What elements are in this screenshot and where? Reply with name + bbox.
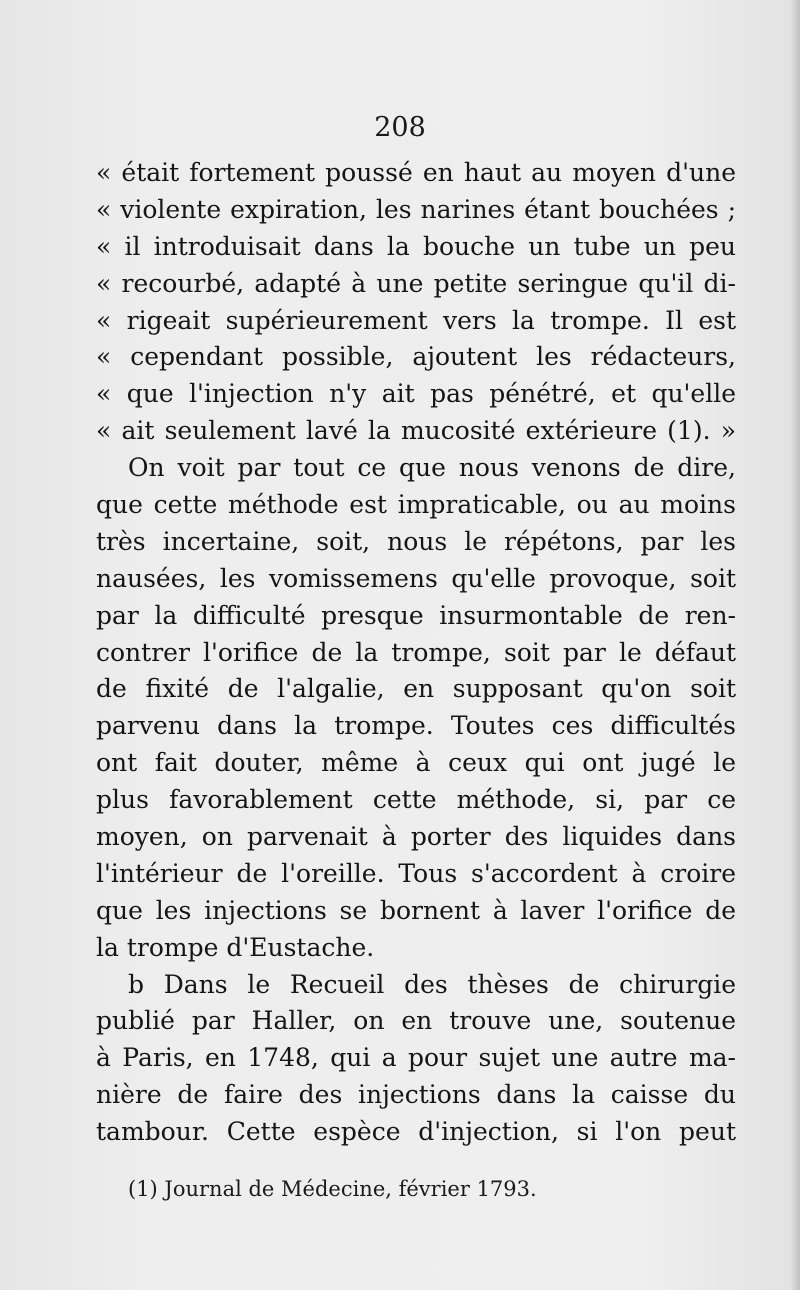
text-line: moyen, on parvenait à porter des liquides dans <box>96 822 736 852</box>
text-line: parvenu dans la trompe. Toutes ces difficultés <box>96 711 736 741</box>
text-line: « cependant possible, ajoutent les rédacteurs, <box>96 342 736 372</box>
text-line: « recourbé, adapté à une petite seringue qu'il di- <box>96 268 736 298</box>
text-line: de fixité de l'algalie, en supposant qu'on soit <box>96 674 736 704</box>
paragraph-first-line: b Dans le Recueil des thèses de chirurgie <box>128 969 736 999</box>
text-line: publié par Haller, on en trouve une, soutenue <box>96 1006 736 1036</box>
text-line: « que l'injection n'y ait pas pénétré, et qu'elle <box>96 379 736 409</box>
text-line: tambour. Cette espèce d'injection, si l'on peut <box>96 1117 736 1147</box>
text-line: très incertaine, soit, nous le répétons, par les <box>96 526 736 556</box>
text-line: que cette méthode est impraticable, ou au moins <box>96 490 736 520</box>
text-line: nière de faire des injections dans la caisse du <box>96 1080 736 1110</box>
text-line: « violente expiration, les narines étant bouchées ; <box>96 194 736 224</box>
text-line: à Paris, en 1748, qui a pour sujet une autre ma- <box>96 1043 736 1073</box>
paragraph-first-line: On voit par tout ce que nous venons de dire, <box>128 453 736 483</box>
text-line: plus favorablement cette méthode, si, par ce <box>96 785 736 815</box>
text-line: la trompe d'Eustache. <box>96 932 375 962</box>
text-line: ont fait douter, même à ceux qui ont jugé le <box>96 748 736 778</box>
page-edge-shadow <box>790 0 800 1290</box>
text-line: « il introduisait dans la bouche un tube un peu <box>96 231 736 261</box>
text-line: nausées, les vomissemens qu'elle provoque, soit <box>96 563 736 593</box>
page-number: 208 <box>374 112 426 143</box>
text-line: « rigeait supérieurement vers la trompe. Il est <box>96 305 736 335</box>
text-line: « était fortement poussé en haut au moyen d'une <box>96 158 736 187</box>
text-line: l'intérieur de l'oreille. Tous s'accordent à croire <box>96 858 736 888</box>
text-line: que les injections se bornent à laver l'orifice de <box>96 895 736 925</box>
footnote: (1) Journal de Médecine, février 1793. <box>128 1177 537 1201</box>
body-text <box>96 155 736 1151</box>
text-line: par la difficulté presque insurmontable de ren- <box>96 600 736 630</box>
text-line: contrer l'orifice de la trompe, soit par le défaut <box>96 637 736 667</box>
text-line: « ait seulement lavé la mucosité extérieure (1). » <box>96 416 736 446</box>
